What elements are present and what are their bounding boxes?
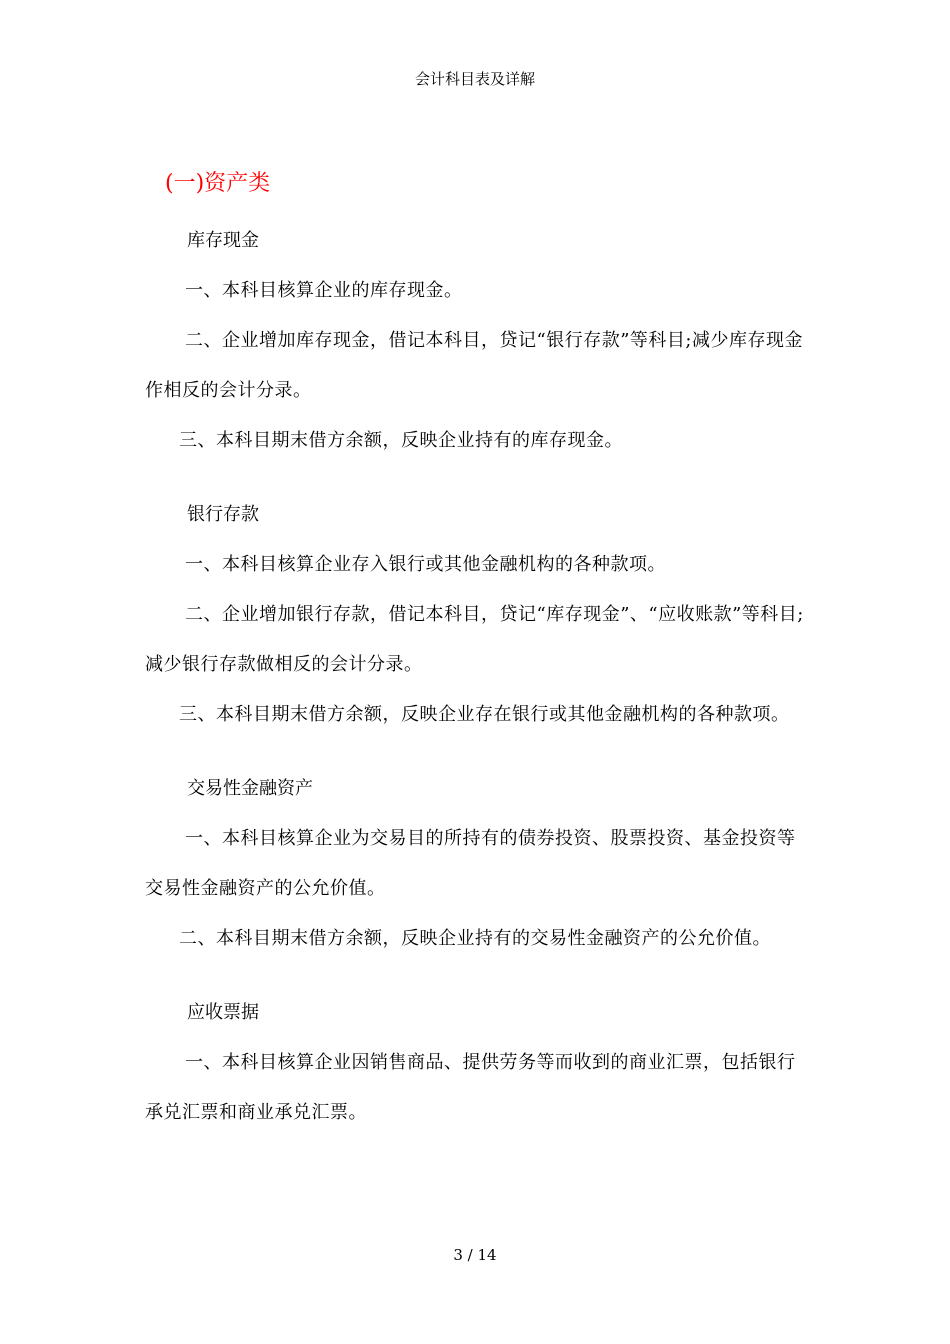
- account-paragraph: 二、企业增加库存现金，借记本科目，贷记“银行存款”等科目;减少库存现金作相反的会计分录。: [145, 330, 803, 401]
- account-paragraph: 一、本科目核算企业存入银行或其他金融机构的各种款项。: [185, 554, 666, 575]
- page-number: 3 / 14: [453, 1246, 497, 1264]
- account-heading: 库存现金: [187, 230, 259, 251]
- account-paragraph: 一、本科目核算企业因销售商品、提供劳务等而收到的商业汇票，包括银行承兑汇票和商业承兑汇票。: [145, 1052, 796, 1123]
- account-paragraph: 二、本科目期末借方余额，反映企业持有的交易性金融资产的公允价值。: [179, 928, 771, 949]
- account-block-bank-deposit: [145, 490, 810, 740]
- account-paragraph: 三、本科目期末借方余额，反映企业存在银行或其他金融机构的各种款项。: [179, 704, 790, 725]
- account-paragraph: 二、企业增加银行存款，借记本科目，贷记“库存现金”、“应收账款”等科目;减少银行存款做相反的会计分录。: [145, 604, 804, 675]
- account-block-trading-assets: [145, 764, 810, 964]
- account-paragraph: 一、本科目核算企业为交易目的所持有的债券投资、股票投资、基金投资等交易性金融资产的公允价值。: [145, 828, 796, 899]
- section-title: (一)资产类: [165, 171, 271, 196]
- account-heading: 应收票据: [187, 1002, 259, 1023]
- page-header: 会计科目表及详解: [414, 70, 535, 88]
- account-paragraph: 一、本科目核算企业的库存现金。: [185, 280, 463, 301]
- account-heading: 银行存款: [187, 504, 259, 525]
- account-block-cash: [145, 216, 810, 466]
- document-body: [145, 166, 810, 1138]
- account-paragraph: 三、本科目期末借方余额，反映企业持有的库存现金。: [179, 430, 623, 451]
- account-heading: 交易性金融资产: [187, 778, 313, 799]
- account-block-notes-receivable: [145, 988, 810, 1138]
